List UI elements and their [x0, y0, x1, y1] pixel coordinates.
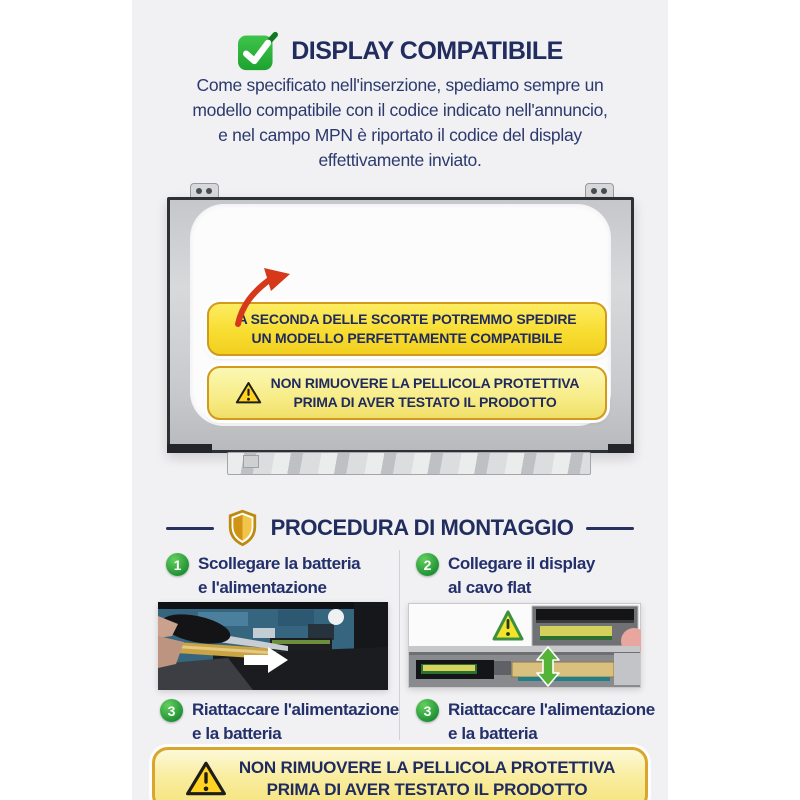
divider-dash: [166, 527, 214, 530]
intro-paragraph: [132, 73, 668, 173]
step-2: [416, 552, 595, 600]
step-line: Scollegare la batteria: [198, 554, 361, 573]
step-number-badge: 2: [416, 553, 439, 576]
step-3-left: [160, 698, 399, 746]
footer-warning-banner: [152, 747, 648, 800]
step-line: e l'alimentazione: [198, 578, 327, 597]
step-3-right: [416, 698, 655, 746]
film-warning-label: [207, 366, 607, 420]
warning-triangle-icon: [235, 381, 262, 405]
film-warning-text: [271, 374, 580, 412]
stock-notice-line: A SECONDA DELLE SCORTE POTREMMO SPEDIRE: [237, 311, 577, 327]
panel-foil-tab: [243, 455, 259, 468]
page-title: DISPLAY COMPATIBILE: [291, 36, 563, 65]
divider-dash: [586, 527, 634, 530]
intro-line: Come specificato nell'inserzione, spediamo sempre un: [196, 75, 604, 95]
shield-icon: [227, 508, 258, 548]
intro-line: e nel campo MPN è riportato il codice del display: [218, 125, 582, 145]
warning-triangle-icon: [185, 760, 227, 798]
step-line: Collegare il display: [448, 554, 595, 573]
step1-photo-disconnect-battery: [158, 602, 388, 690]
stock-notice-line: UN MODELLO PERFETTAMENTE COMPATIBILE: [251, 330, 563, 346]
step-text: [448, 698, 655, 746]
step-line: Riattaccare l'alimentazione: [448, 700, 655, 719]
footer-warning-line: PRIMA DI AVER TESTATO IL PRODOTTO: [266, 780, 588, 799]
step-number-badge: 1: [166, 553, 189, 576]
step-text: [198, 552, 360, 600]
step2-photo-connect-flat-cable: [408, 603, 641, 688]
step-text: [192, 698, 399, 746]
panel-foil-strip: [227, 452, 591, 475]
column-divider: [399, 550, 400, 740]
step-text: [448, 552, 595, 600]
step-line: e la batteria: [448, 724, 538, 743]
intro-line: modello compatibile con il codice indicato nell'annuncio,: [192, 100, 608, 120]
intro-line: effettivamente inviato.: [318, 150, 482, 170]
check-badge-icon: [237, 31, 279, 71]
step-line: Riattaccare l'alimentazione: [192, 700, 399, 719]
curved-arrow-icon: [226, 264, 298, 328]
panel-corner: [167, 444, 212, 453]
footer-warning-text: [239, 757, 615, 800]
step-line: e la batteria: [192, 724, 282, 743]
step-number-badge: 3: [416, 699, 439, 722]
film-warning-line: NON RIMUOVERE LA PELLICOLA PROTETTIVA: [270, 375, 580, 391]
footer-warning-line: NON RIMUOVERE LA PELLICOLA PROTETTIVA: [238, 758, 616, 777]
procedure-title: PROCEDURA DI MONTAGGIO: [270, 515, 574, 540]
step-1: [166, 552, 360, 600]
step-line: al cavo flat: [448, 578, 532, 597]
header: [132, 28, 668, 74]
step-number-badge: 3: [160, 699, 183, 722]
panel-corner: [608, 444, 634, 453]
procedure-header: [132, 506, 668, 550]
film-warning-line: PRIMA DI AVER TESTATO IL PRODOTTO: [293, 394, 557, 410]
